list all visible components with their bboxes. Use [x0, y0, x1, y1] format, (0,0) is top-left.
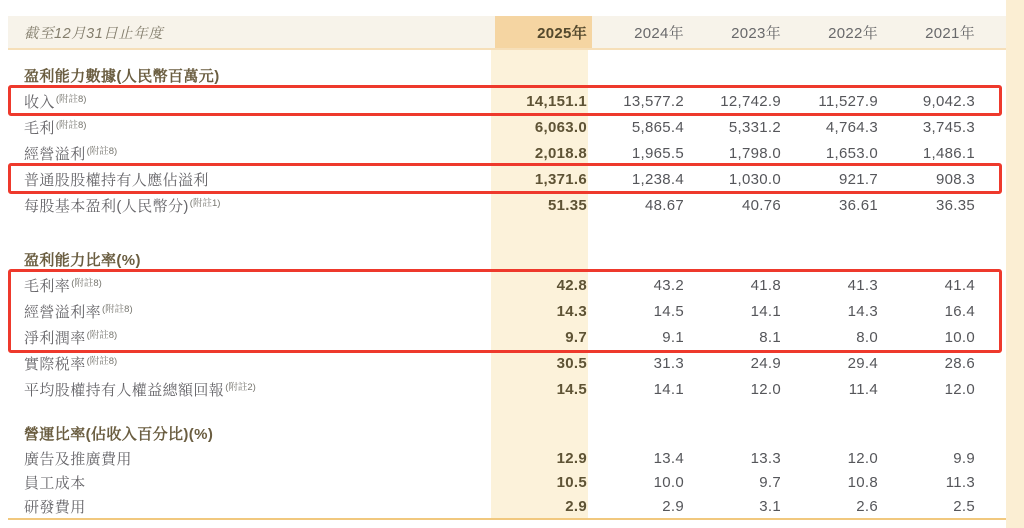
cell-2025: 30.5: [556, 354, 587, 372]
cell-2025: 1,371.6: [534, 170, 587, 188]
cell-2023: 12.0: [750, 380, 781, 398]
cell-2022: 41.3: [847, 276, 878, 294]
year-header-2022: 2022年: [828, 24, 878, 42]
cell-2025: 12.9: [556, 449, 587, 467]
row-label: [24, 91, 495, 112]
row-gross-margin: [24, 272, 980, 298]
row-ad-promotion-expenses: [24, 446, 980, 470]
row-label: [24, 195, 495, 216]
section-heading-profitability-ratios: 盈利能力比率(%): [24, 251, 141, 269]
cell-2022: 2.6: [856, 497, 878, 515]
row-label-text: 廣告及推廣費用: [24, 450, 132, 468]
row-profit-attributable: [24, 166, 980, 192]
row-effective-tax-rate: [24, 350, 980, 376]
year-header-2024: 2024年: [634, 24, 684, 42]
row-label: [24, 379, 495, 400]
cell-2022: 1,653.0: [825, 144, 878, 162]
cell-2025: 14.5: [556, 380, 587, 398]
cell-2025: 2.9: [565, 497, 587, 515]
footnote-ref: (附註8): [86, 145, 118, 157]
footnote-ref: (附註2): [225, 381, 256, 393]
cell-2021: 9.9: [953, 449, 975, 467]
cell-2023: 3.1: [759, 497, 781, 515]
row-label: [24, 143, 495, 164]
cell-2022: 36.61: [838, 196, 878, 214]
cell-2024: 5,865.4: [631, 118, 684, 136]
cell-2025: 2,018.8: [534, 144, 587, 162]
row-basic-eps: [24, 192, 980, 218]
year-header-2025: 2025年: [495, 16, 592, 48]
cell-2022: 11.4: [848, 380, 878, 398]
cell-2021: 16.4: [944, 302, 975, 320]
row-label-text: 經營溢利率: [24, 303, 102, 321]
cell-2024: 10.0: [653, 473, 684, 491]
cell-2024: 9.1: [662, 328, 684, 346]
row-label-text: 普通股股權持有人應佔溢利: [24, 171, 209, 189]
cell-2024: 48.67: [644, 196, 684, 214]
cell-2025: 10.5: [556, 473, 587, 491]
row-operating-margin: [24, 298, 980, 324]
cell-2023: 1,030.0: [728, 170, 781, 188]
row-label-text: 實際税率: [24, 355, 86, 373]
cell-2021: 12.0: [944, 380, 975, 398]
cell-2021: 36.35: [935, 196, 975, 214]
cell-2024: 31.3: [653, 354, 684, 372]
cell-2023: 14.1: [750, 302, 781, 320]
cell-2025: 14,151.1: [526, 92, 587, 110]
row-label: [24, 353, 495, 374]
cell-2025: 14.3: [556, 302, 587, 320]
row-label: [24, 448, 495, 469]
cell-2021: 908.3: [935, 170, 975, 188]
section-heading-profitability-data: 盈利能力數據(人民幣百萬元): [24, 67, 220, 85]
row-label-text: 毛利: [24, 119, 55, 137]
cell-2023: 1,798.0: [728, 144, 781, 162]
cell-2022: 8.0: [856, 328, 878, 346]
cell-2023: 24.9: [750, 354, 781, 372]
cell-2021: 10.0: [944, 328, 975, 346]
cell-2023: 40.76: [741, 196, 781, 214]
cell-2022: 29.4: [847, 354, 878, 372]
row-revenue: [24, 88, 980, 114]
cell-2023: 8.1: [759, 328, 781, 346]
row-net-margin: [24, 324, 980, 350]
footnote-ref: (附註1): [189, 197, 221, 209]
table-body: [24, 50, 980, 518]
table-bottom-rule: [8, 518, 1006, 520]
cell-2021: 9,042.3: [922, 92, 975, 110]
cell-2021: 3,745.3: [922, 118, 975, 136]
year-header-2023: 2023年: [731, 24, 781, 42]
footnote-ref: (附註8): [102, 303, 133, 315]
page-margin-band: [1006, 0, 1024, 528]
row-label: [24, 275, 495, 296]
cell-2024: 14.5: [653, 302, 684, 320]
cell-2023: 5,331.2: [728, 118, 781, 136]
cell-2022: 12.0: [847, 449, 878, 467]
row-label-text: 員工成本: [24, 474, 86, 492]
cell-2025: 6,063.0: [534, 118, 587, 136]
cell-2022: 921.7: [838, 170, 878, 188]
row-label: [24, 496, 495, 517]
row-rd-expenses: [24, 494, 980, 518]
cell-2023: 9.7: [759, 473, 781, 491]
cell-2021: 11.3: [945, 473, 975, 491]
row-label-text: 毛利率: [24, 277, 71, 295]
cell-2022: 10.8: [847, 473, 878, 491]
cell-2024: 14.1: [653, 380, 684, 398]
row-label: [24, 301, 495, 322]
cell-2024: 43.2: [653, 276, 684, 294]
row-label-text: 平均股權持有人權益總額回報: [24, 381, 225, 399]
footnote-ref: (附註8): [86, 355, 118, 367]
row-label: [24, 169, 495, 190]
row-label-text: 收入: [24, 93, 55, 111]
section-heading-operating-ratios: 營運比率(佔收入百分比)(%): [24, 425, 214, 443]
row-label: [24, 117, 495, 138]
footnote-ref: (附註8): [71, 277, 102, 289]
row-label-text: 研發費用: [24, 498, 86, 516]
cell-2024: 13,577.2: [623, 92, 684, 110]
footnote-ref: (附註8): [55, 93, 87, 105]
row-staff-costs: [24, 470, 980, 494]
cell-2024: 2.9: [662, 497, 684, 515]
period-label: 截至12月31日止年度: [24, 25, 164, 42]
row-label-text: 每股基本盈利(人民幣分): [24, 197, 189, 215]
cell-2023: 41.8: [750, 276, 781, 294]
row-label-text: 淨利潤率: [24, 329, 86, 347]
cell-2021: 2.5: [953, 497, 975, 515]
row-label-text: 經營溢利: [24, 145, 86, 163]
cell-2021: 41.4: [944, 276, 975, 294]
cell-2024: 13.4: [653, 449, 684, 467]
cell-2024: 1,965.5: [631, 144, 684, 162]
cell-2022: 11,527.9: [818, 92, 878, 110]
row-gross-profit: [24, 114, 980, 140]
cell-2023: 12,742.9: [720, 92, 781, 110]
cell-2025: 9.7: [565, 328, 587, 346]
year-header-2021: 2021年: [925, 24, 975, 42]
footnote-ref: (附註8): [86, 329, 118, 341]
row-return-on-equity: [24, 376, 980, 402]
footnote-ref: (附註8): [55, 119, 87, 131]
cell-2023: 13.3: [750, 449, 781, 467]
cell-2021: 28.6: [944, 354, 975, 372]
table-header: [8, 16, 1006, 50]
row-label: [24, 327, 495, 348]
cell-2021: 1,486.1: [922, 144, 975, 162]
cell-2022: 4,764.3: [825, 118, 878, 136]
cell-2022: 14.3: [847, 302, 878, 320]
cell-2025: 51.35: [547, 196, 587, 214]
cell-2025: 42.8: [556, 276, 587, 294]
row-operating-profit: [24, 140, 980, 166]
row-label: [24, 472, 495, 493]
cell-2024: 1,238.4: [631, 170, 684, 188]
